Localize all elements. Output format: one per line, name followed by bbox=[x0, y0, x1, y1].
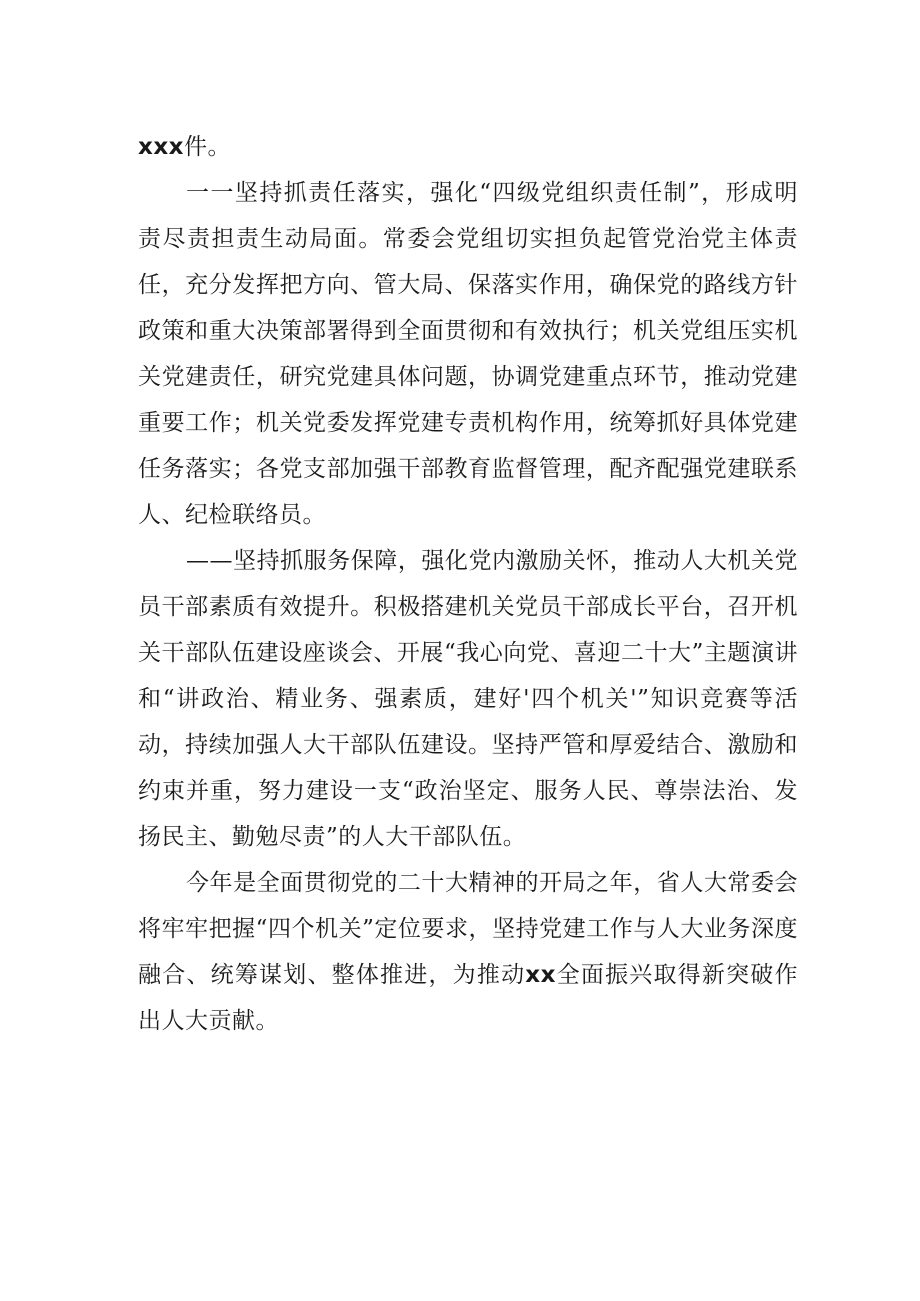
paragraph-text-after: 全面振兴取得新突破作出人大贡献。 bbox=[138, 962, 799, 1034]
document-body bbox=[138, 124, 798, 1044]
paragraph-responsibility bbox=[138, 170, 798, 538]
paragraph-text: ——坚持抓服务保障，强化党内激励关怀，推动人大机关党员干部素质有效提升。积极搭建机关党员干部成长平台，召开机关干部队伍建设座谈会、开展“我心向党、喜迎二十大”主题演讲和“讲政治、精业务、强素质，建好'四个机关'”知识竞赛等活动，持续加强人大干部队伍建设。坚持严管和厚爱结合、激励和约束并重，努力建设一支“政治坚定、服务人民、尊崇法治、发扬民主、勤勉尽责”的人大干部队伍。 bbox=[138, 548, 798, 850]
paragraph-text-before: 今年是全面贯彻党的二十大精神的开局之年，省人大常委会将牢牢把握“四个机关”定位要求，坚持党建工作与人大业务深度融合、统筹谋划、整体推进，为推动 bbox=[138, 870, 798, 988]
placeholder-token: xx bbox=[525, 962, 556, 988]
paragraph-continuation bbox=[138, 124, 798, 170]
paragraph-service-guarantee bbox=[138, 538, 798, 860]
paragraph-conclusion bbox=[138, 860, 798, 1044]
paragraph-text: 一一坚持抓责任落实，强化“四级党组织责任制”，形成明责尽责担责生动局面。常委会党组切实担负起管党治党主体责任，充分发挥把方向、管大局、保落实作用，确保党的路线方针政策和重大决策部署得到全面贯彻和有效执行；机关党组压实机关党建责任，研究党建具体问题，协调党建重点环节，推动党建重要工作；机关党委发挥党建专责机构作用，统筹抓好具体党建任务落实；各党支部加强干部教育监督管理，配齐配强党建联系人、纪检联络员。 bbox=[138, 180, 798, 528]
placeholder-token: xxx bbox=[138, 134, 185, 160]
paragraph-text: 件。 bbox=[184, 134, 232, 160]
